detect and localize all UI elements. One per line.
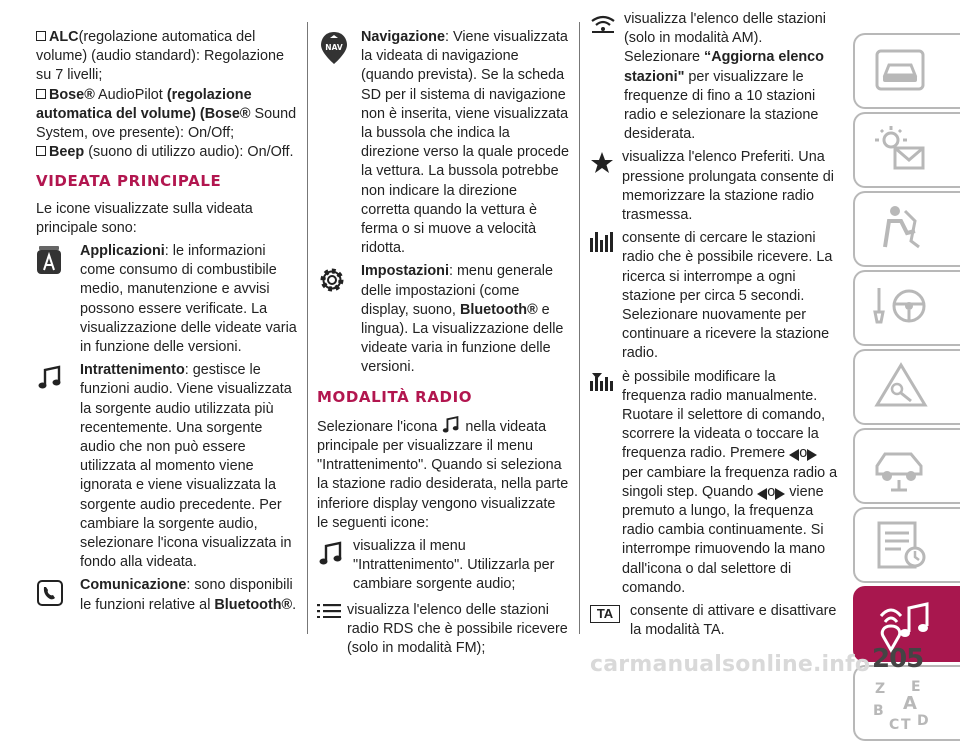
radio-intro-a: Selezionare l'icona	[317, 418, 438, 435]
radio-intro	[317, 415, 569, 533]
page-number: 205	[872, 644, 924, 674]
settings-title: Impostazioni	[361, 263, 449, 280]
radio-heading: MODALITÀ RADIO	[317, 387, 473, 406]
settings-entry	[317, 262, 569, 377]
scan-entry	[590, 229, 840, 363]
checkbox-bullet-icon	[36, 31, 46, 41]
settings-text-2: e lingua). La visualizzazione delle videate varia in funzione delle versioni.	[361, 301, 564, 376]
star-icon	[590, 148, 622, 225]
ta-icon	[590, 602, 630, 640]
beep-item	[36, 143, 300, 162]
tab-safety[interactable]	[853, 191, 960, 267]
alc-text: (regolazione automatica del volume) (audio standard): Regolazione su 7 livelli;	[36, 29, 284, 84]
tab-emergency[interactable]	[853, 349, 960, 425]
triangle-right-icon	[775, 488, 785, 500]
music-note-icon	[317, 537, 353, 595]
column-1	[36, 28, 300, 615]
navigation-icon	[317, 28, 361, 258]
nav-badge: NAV	[325, 43, 343, 52]
music-entry	[317, 537, 569, 595]
section-heading: VIDEATA PRINCIPALE	[36, 172, 222, 191]
settings-bluetooth: Bluetooth®	[459, 301, 538, 318]
ta-entry	[590, 602, 840, 640]
applications-entry	[36, 242, 300, 357]
scan-text: consente di cercare le stazioni radio che è possibile ricevere. La ricerca si interrompe a ogni stazione per circa 5 secondi. Selezionare nuovamente per continuare a ricevere la stazione radio.	[622, 230, 833, 362]
car-lift-icon	[871, 440, 931, 492]
scan-icon	[590, 229, 622, 363]
index-letter-z: Z	[875, 681, 886, 697]
triangle-left-icon	[757, 488, 767, 500]
music-text: visualizza il menu "Intrattenimento". Utilizzarla per cambiare sorgente audio;	[353, 538, 555, 593]
seatbelt-safety-icon	[871, 203, 931, 255]
tab-dashboard[interactable]	[853, 33, 960, 109]
tuning-text-c: viene premuto a lungo, la frequenza radio cambia continuamente. Si interrompe rimuovendo la mano dall'icona o dal selettore di comando.	[622, 483, 826, 596]
index-letter-e: E	[911, 679, 921, 695]
warning-light-envelope-icon	[871, 124, 931, 176]
intro-text: Le icone visualizzate sulla videata principale sono:	[36, 200, 253, 236]
music-note-inline-icon	[441, 415, 461, 435]
am-list-icon	[590, 10, 624, 144]
chapter-tabs	[853, 33, 960, 744]
ta-text: consente di attivare e disattivare la modalità TA.	[630, 603, 837, 639]
communication-title: Comunicazione	[80, 577, 187, 594]
bose-text: Sound System, ove presente): On/Off;	[36, 105, 297, 142]
checkbox-bullet-icon	[36, 89, 46, 99]
beep-text: (suono di utilizzo audio): On/Off.	[88, 144, 294, 161]
list-icon	[317, 601, 347, 659]
am-update-label: “Aggiorna elenco stazioni"	[624, 49, 824, 85]
tuning-or-2: o	[767, 483, 776, 500]
tuning-text-b: per cambiare la frequenza radio a singoli step. Quando	[622, 464, 838, 500]
tab-driving[interactable]	[853, 270, 960, 346]
communication-entry	[36, 576, 300, 614]
bose-item	[36, 86, 300, 144]
applications-text: : le informazioni come consumo di combustibile medio, manutenzione e avvisi possono essere verificate. La visualizzazione delle videate varia in funzione delle versioni.	[80, 243, 297, 356]
music-note-icon	[36, 361, 80, 572]
am-text-2: per visualizzare le frequenze di fino a 10 stazioni radio e selezionare la stazione desiderata.	[624, 68, 819, 143]
index-letter-c: C	[889, 717, 900, 733]
column-separator-2	[579, 22, 580, 634]
settings-text: : menu generale delle impostazioni (come display, suono,	[361, 263, 553, 318]
index-letter-t: T	[901, 717, 911, 733]
bose-title: Bose®	[49, 86, 95, 103]
column-2	[317, 28, 569, 658]
steering-key-icon	[871, 282, 931, 334]
emergency-triangle-icon	[871, 361, 931, 413]
column-separator-1	[307, 22, 308, 634]
communication-text: : sono disponibili le funzioni relative al	[80, 577, 293, 613]
rds-entry	[317, 601, 569, 659]
navigation-title: Navigazione	[361, 29, 445, 45]
index-letter-d: D	[917, 713, 929, 729]
index-letter-b: B	[873, 703, 884, 719]
column-3	[590, 10, 840, 641]
tuning-or-1: o	[799, 445, 808, 462]
communication-end: .	[292, 596, 297, 613]
navigation-entry	[317, 28, 569, 258]
entertainment-text: : gestisce le funzioni audio. Viene visualizzata la sorgente audio utilizzata più recentemente. Una sorgente audio che non può essere utilizzata al momento viene ignorata e viene visualizzata la sorgente audio precedente. Per cambiare la sorgente audio, selezionare l'icona visualizzata in fondo alla videata.	[80, 362, 292, 571]
ta-badge: TA	[590, 605, 620, 623]
entertainment-entry	[36, 361, 300, 572]
beep-title: Beep	[49, 144, 85, 161]
technical-data-icon	[871, 519, 931, 571]
communication-bluetooth: Bluetooth®	[214, 596, 293, 613]
entertainment-title: Intrattenimento	[80, 362, 185, 379]
tab-technical-data[interactable]	[853, 507, 960, 583]
tab-maintenance[interactable]	[853, 428, 960, 504]
tuning-icon	[590, 368, 622, 598]
navigation-text: : Viene visualizzata la videata di navigazione (quando prevista). Se la scheda SD per il sistema di navigazione non è inserita, viene visualizzata la bussola che indica la direzione verso la quale procede la vettura. La bussola potrebbe non indicare la direzione corretta quando la vettura è ferma o si muove a velocità ridotta.	[361, 29, 569, 257]
radio-intro-b: nella videata principale per visualizzare il menu "Intrattenimento". Quando si seleziona la stazione radio desiderata, nella parte inferiore display vengono visualizzate le seguenti icone:	[317, 418, 569, 531]
phone-icon	[36, 576, 80, 614]
gear-icon	[317, 262, 361, 377]
favorites-entry	[590, 148, 840, 225]
watermark: carmanualsonline.info	[590, 652, 871, 677]
am-text-1: visualizza l'elenco delle stazioni (solo in modalità AM). Selezionare	[624, 11, 826, 66]
tuning-text-a: è possibile modificare la frequenza radio manualmente. Ruotare il selettore di comando, scorrere la videata o toccare la frequenza radio. Premere	[622, 368, 826, 462]
bose-subtitle: (regolazione automatica del volume) (Bose®	[36, 86, 252, 122]
favorites-text: visualizza l'elenco Preferiti. Una pressione prolungata consente di memorizzare la stazione radio trasmessa.	[622, 149, 835, 224]
index-letter-a: A	[903, 693, 917, 714]
alc-title: ALC	[49, 29, 79, 45]
am-list-entry	[590, 10, 840, 144]
tuning-entry	[590, 368, 840, 598]
applications-title: Applicazioni	[80, 243, 165, 260]
alc-item	[36, 28, 300, 86]
triangle-left-icon	[789, 449, 799, 461]
checkbox-bullet-icon	[36, 146, 46, 156]
triangle-right-icon	[807, 449, 817, 461]
alphabet-index-icon	[871, 677, 931, 733]
applications-icon	[36, 242, 80, 357]
tab-lights-warnings[interactable]	[853, 112, 960, 188]
car-dashboard-icon	[871, 45, 931, 97]
bose-audiopilot: AudioPilot	[94, 86, 167, 103]
rds-text: visualizza l'elenco delle stazioni radio RDS che è possibile ricevere (solo in modalità FM);	[347, 601, 568, 657]
